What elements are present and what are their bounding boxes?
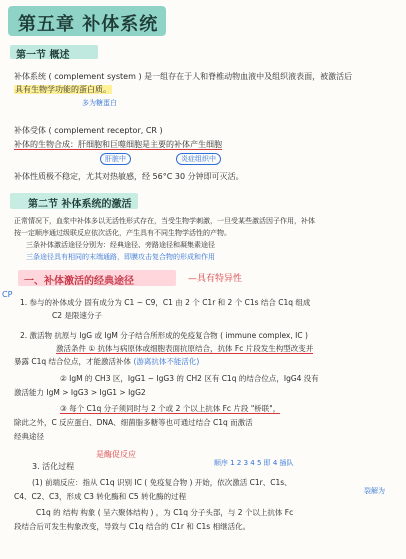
note-glycoprotein: 多为糖蛋白 [82, 99, 117, 107]
cl-cond3: ③ 每个 C1q 分子须同时与 2 个或 2 个以上抗体 Fc 片段 "桥联"， [60, 404, 281, 413]
cl-cond1: 激活条件 ① 抗体与病原体或细胞表面抗原结合，抗体 Fc 片段发生构型改变并 [56, 344, 314, 353]
s2-paragraph-3: 三条补体激活途径分别为：经典途径、旁路途径和凝集素途径 [26, 241, 215, 249]
cl-paragraph-3: 2. 激活物 抗原与 IgG 或 IgM 分子结合所形成的免疫复合物 ( immune complex, IC ) [20, 331, 308, 340]
cl-steps-label: 3. 活化过程 [32, 462, 75, 471]
cl-paragraph-8 [60, 404, 280, 414]
note-macrophage: 炎症组织中 [176, 153, 221, 165]
s1-highlight: 具有生物学功能的蛋白质。 [15, 85, 111, 94]
cp-label: CP [2, 290, 13, 299]
cl-free-antibody-note: (游离抗体不能活化) [133, 357, 200, 366]
section1-heading-banner [10, 45, 98, 59]
cl-cut-note: 裂解为 [364, 487, 385, 495]
cl-paragraph-4 [56, 344, 313, 354]
s1-liver-text: 补体的生物合成：肝细胞和巨噬细胞是主要的补体产生细胞 [14, 140, 222, 149]
section1-heading: 第一节 概述 [16, 50, 70, 61]
s2-paragraph-1: 正常情况下，血浆中补体多以无活性形式存在，当受生物学刺激，一旦受某些激活因子作用，补体 [14, 217, 315, 225]
cl-paragraph-5 [14, 357, 199, 367]
classical-heading: 一、补体激活的经典途径 [24, 276, 134, 287]
cl-paragraph-14: 段结合后可发生构象改变，导致与 C1q 结合的 C1r 和 C1s 相继活化。 [14, 522, 251, 531]
s1-paragraph-3: 补体受体 ( complement receptor, CR ) [14, 126, 163, 135]
note-liver: 肝脏中 [100, 153, 131, 165]
cl-paragraph-13: C1q 的 结构 构象 ( 呈六聚体结构 ) ，为 C1q 分子头部，与 2 个以上抗体 Fc [36, 508, 294, 517]
cl-order-note: 顺序 1 2 3 4 5 即 4 插队 [214, 459, 294, 467]
cl-paragraph-10: 经典途径 [14, 432, 44, 441]
s1-paragraph-4 [14, 140, 222, 150]
s1-paragraph-2 [14, 85, 112, 95]
section2-heading: 第二节 补体系统的激活 [28, 199, 132, 210]
section2-heading-banner [10, 193, 138, 209]
cl-cond1-tail: 暴露 C1q 结合位点，才能激活补体 [14, 357, 132, 366]
cl-paragraph-7: 激活能力 IgM > IgG3 > IgG1 > IgG2 [14, 388, 146, 397]
cl-steps-note: 是酶促反应 [96, 450, 136, 459]
classical-heading-banner [18, 270, 176, 286]
s1-paragraph-5: 补体性质极不稳定，尤其对热敏感，经 56°C 30 分钟即可灭活。 [14, 172, 244, 181]
cl-paragraph-2: C2 是限速分子 [52, 311, 102, 320]
s2-paragraph-2: 按一定顺序通过级联反应依次活化，产生具有不同生物学活性的产物。 [14, 229, 231, 237]
classical-note: —具有特异性 [188, 274, 243, 284]
cl-paragraph-11: (1) 前端反应：指从 C1q 识别 IC ( 免疫复合物 ) 开始，依次激活 C1r、C1s、 [32, 478, 292, 487]
s2-paragraph-4: 三条途径具有相同的末端通路，即膜攻击复合物的形成和作用 [26, 253, 215, 261]
cl-paragraph-12: C4、C2、C3，形成 C3 转化酶和 C5 转化酶的过程 [14, 492, 187, 501]
chapter-title-banner [8, 6, 166, 36]
cl-paragraph-6: ② IgM 的 CH3 区，IgG1 ~ IgG3 的 CH2 区有 C1q 的结合位点，IgG4 没有 [60, 374, 319, 383]
s1-paragraph-1: 补体系统 ( complement system ) 是一组存在于人和脊椎动物血液中及组织液表面，被激活后 [14, 72, 353, 81]
cl-paragraph-1: 1. 参与的补体成分 固有成分为 C1 ~ C9，C1 由 2 个 C1r 和 2 个 C1s 结合 C1q 组成 [20, 298, 311, 307]
cl-paragraph-9: 除此之外，C 反应蛋白、DNA、细菌脂多糖等也可通过结合 C1q 而激活 [14, 418, 253, 427]
chapter-title: 第五章 补体系统 [18, 14, 159, 35]
